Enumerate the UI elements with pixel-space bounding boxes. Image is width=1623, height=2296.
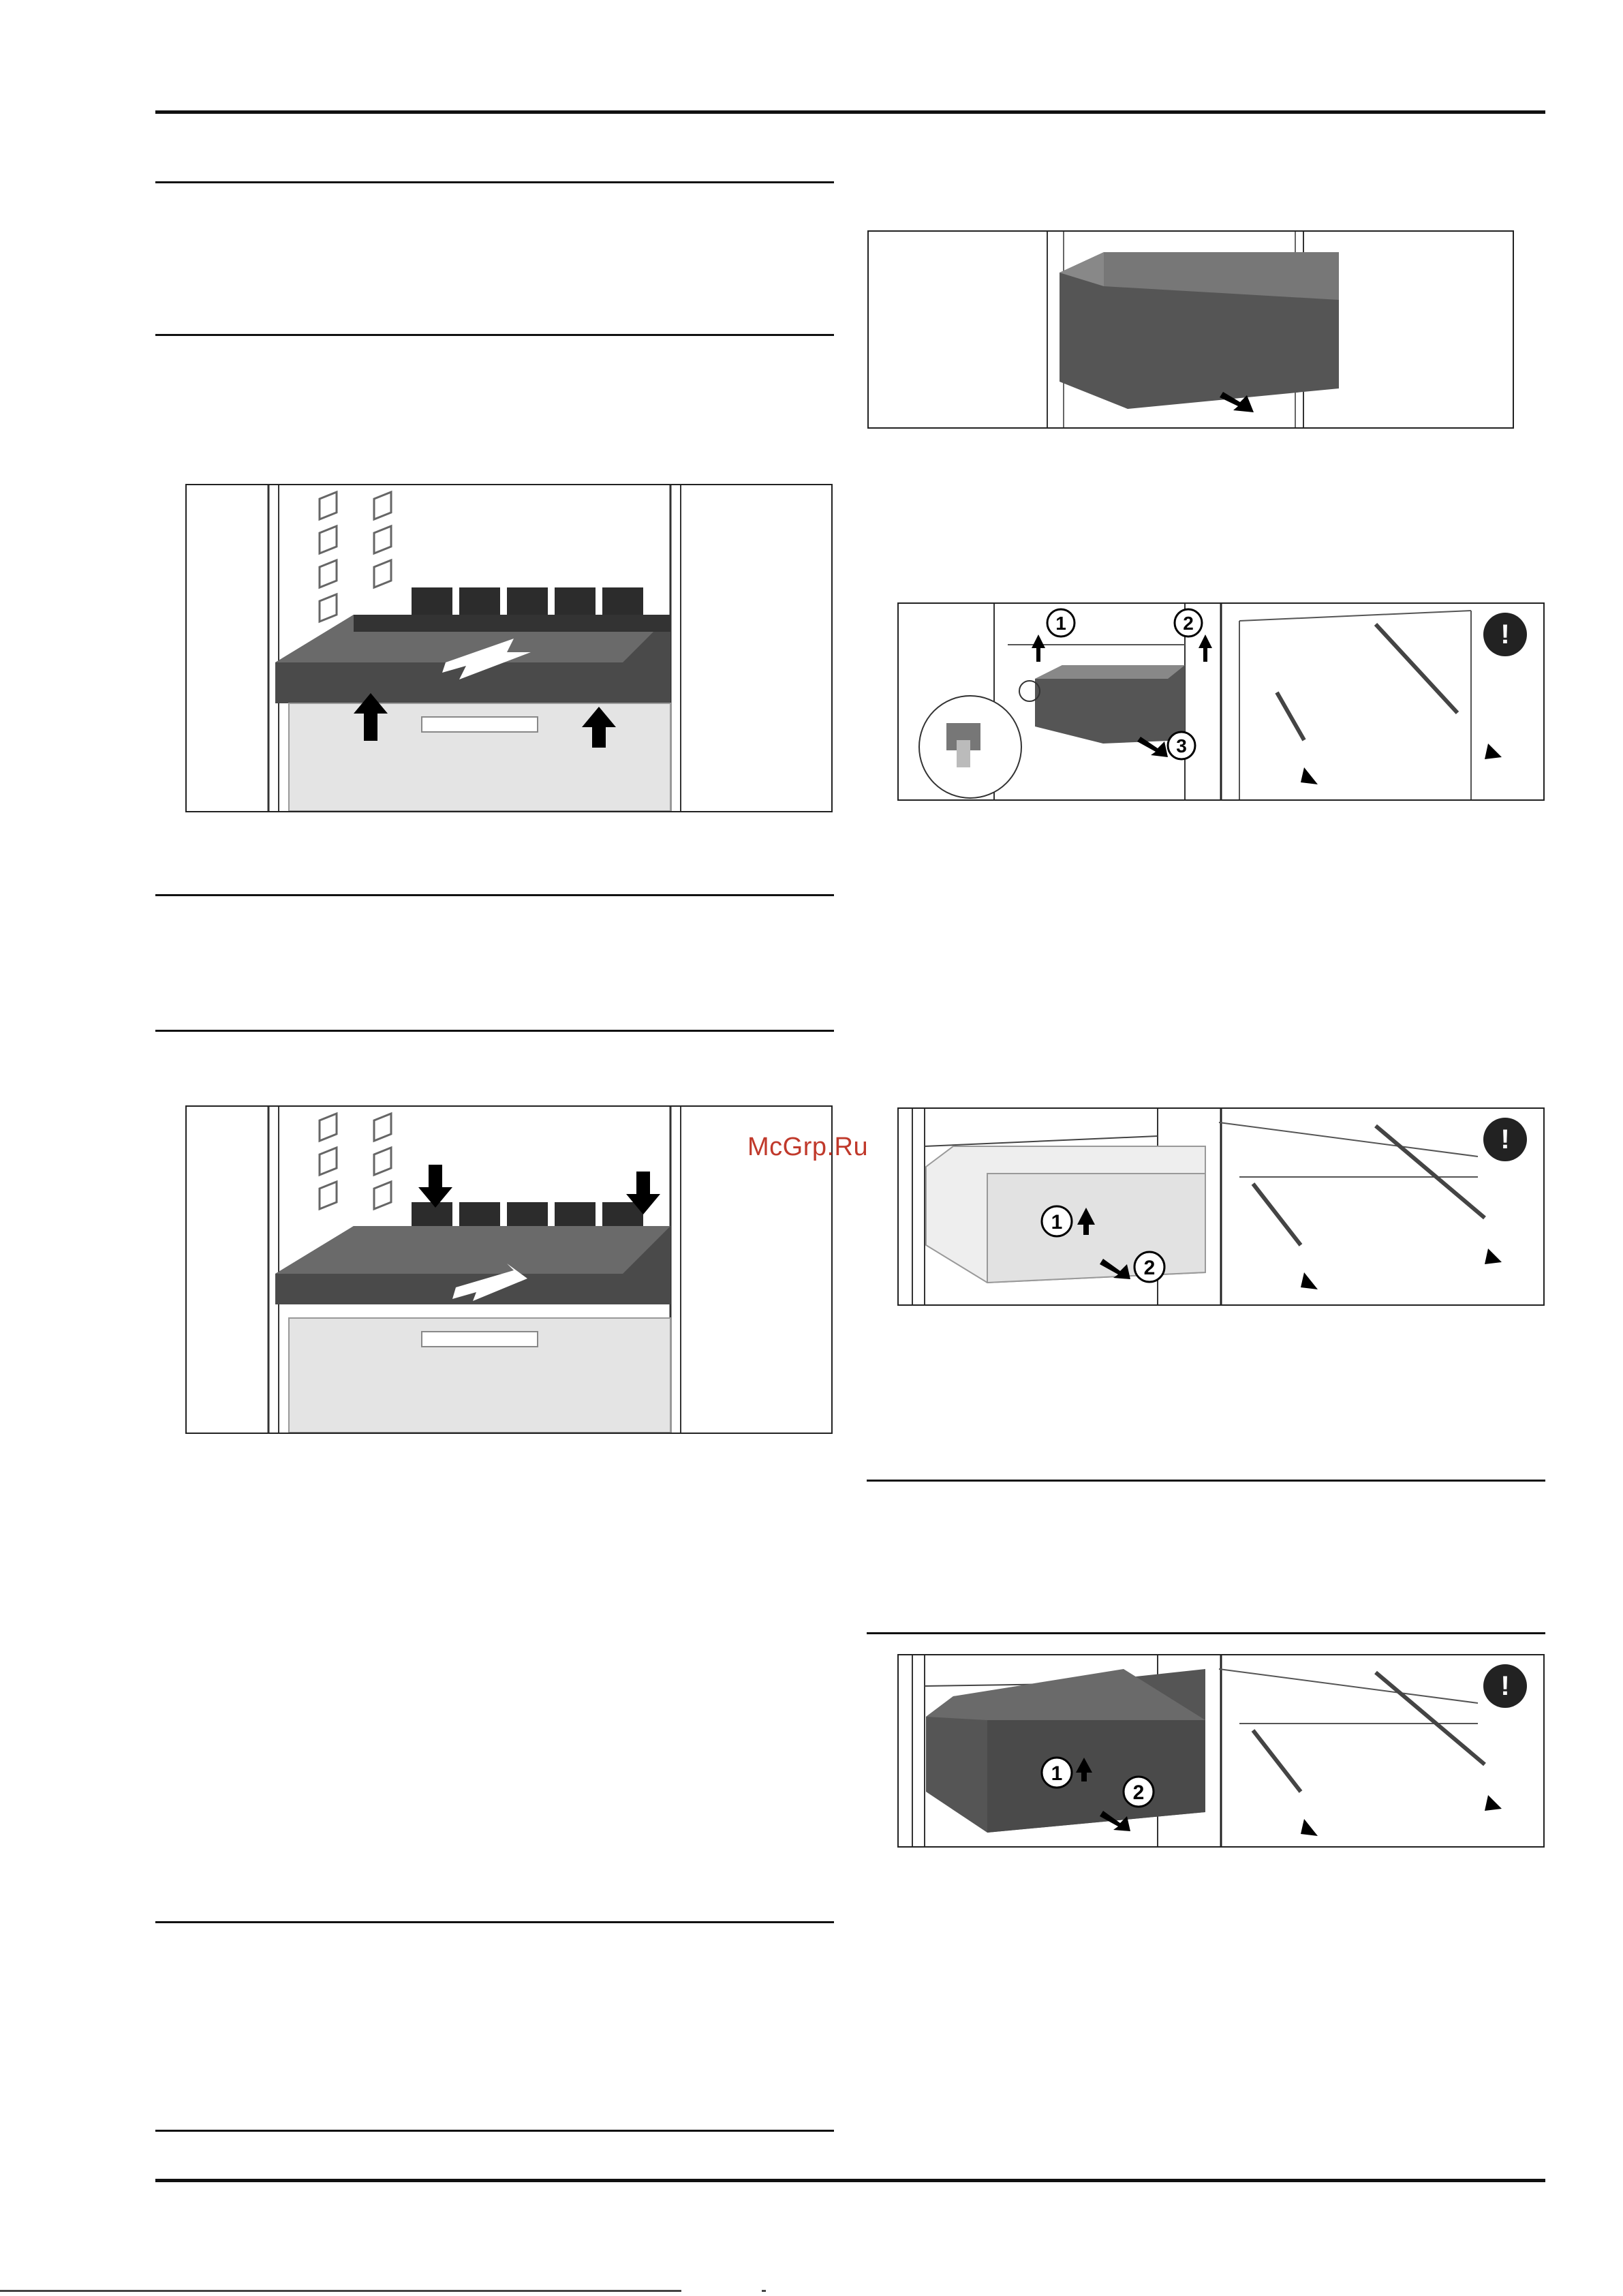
caution-symbol: ! [1500,619,1510,649]
crop-mark-dot [762,2290,766,2292]
left-section-rule-3 [155,894,834,896]
caution-symbol: ! [1500,1671,1510,1701]
step-2-label: 2 [1132,1781,1145,1804]
figure-drawer-insert [897,1654,1545,1848]
step-2-label: 2 [1143,1257,1156,1279]
step-3-label: 3 [1176,735,1187,756]
step-1-label: 1 [1051,1211,1063,1234]
left-section-rule-4 [155,1030,834,1032]
figure-remove-shelf [185,484,833,812]
footer-rule [155,2179,1545,2182]
step-2-label: 2 [1183,613,1194,634]
right-section-rule-1 [867,1480,1545,1482]
right-section-rule-2 [867,1632,1545,1634]
figure-insert-shelf [185,1105,833,1434]
left-section-rule-5 [155,1921,834,1923]
caution-symbol: ! [1500,1124,1510,1154]
figure-drawer-remove-steps [897,602,1545,801]
left-section-rule-6 [155,2130,834,2132]
left-section-rule-1 [155,181,834,183]
step-1-label: 1 [1051,1762,1063,1785]
crop-mark-left [0,2290,681,2292]
watermark: McGrp.Ru [747,1133,869,1161]
figure-drawer-pull [867,230,1514,429]
left-section-rule-2 [155,334,834,336]
figure-drawer-lift-out [897,1107,1545,1306]
step-1-label: 1 [1055,613,1066,634]
header-rule [155,110,1545,114]
